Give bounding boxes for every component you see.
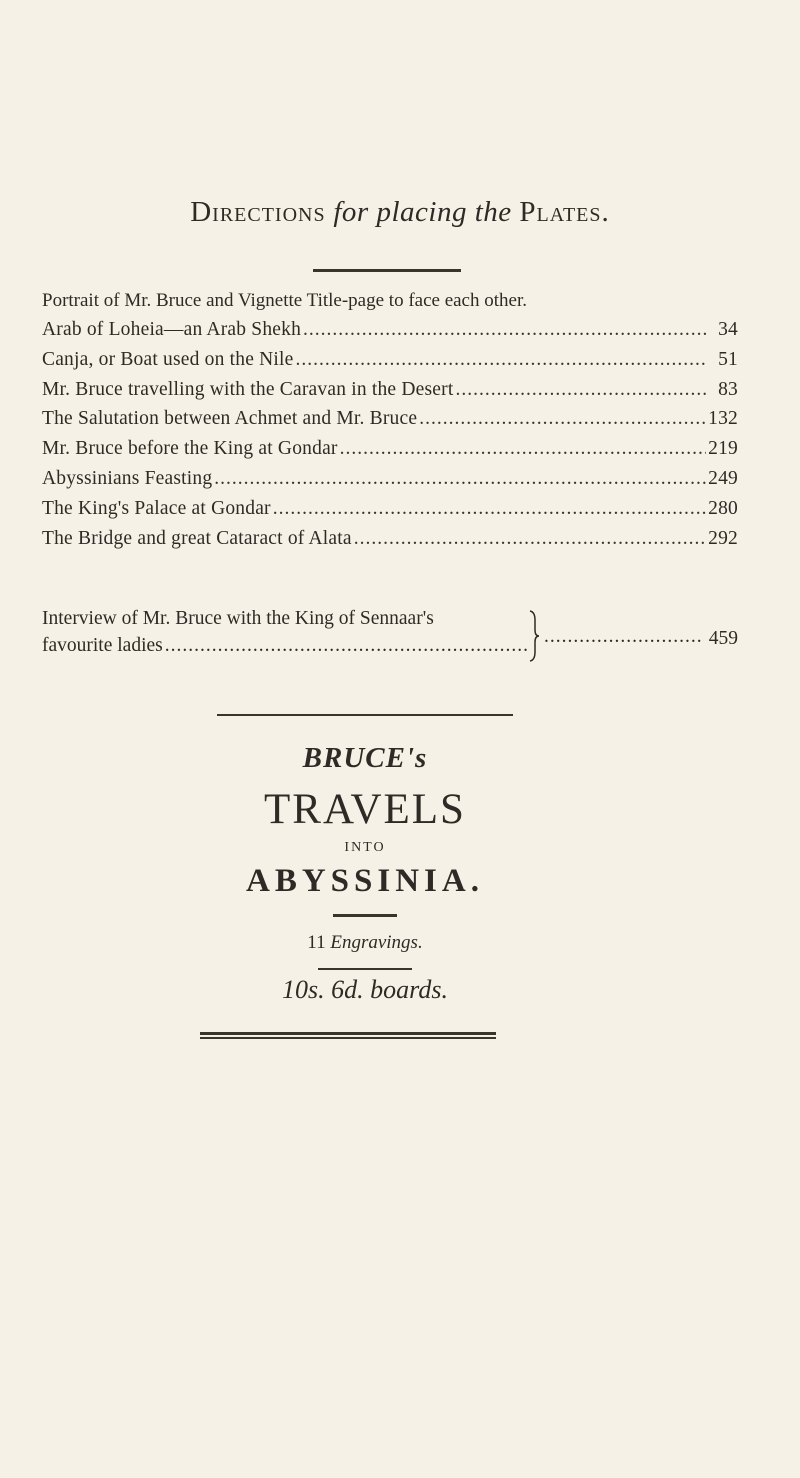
advert-place: ABYSSINIA. bbox=[246, 863, 484, 899]
dot-leader bbox=[340, 438, 706, 460]
plate-page: 34 bbox=[718, 319, 738, 340]
heading-directions: Directions bbox=[190, 196, 326, 228]
advert-bottom-rule-2 bbox=[200, 1037, 496, 1039]
plate-page: 292 bbox=[708, 527, 738, 549]
dot-leader bbox=[165, 635, 527, 657]
advert-into: INTO bbox=[344, 840, 386, 855]
plate-entry bbox=[42, 528, 738, 558]
dot-leader bbox=[303, 319, 706, 341]
advert-author: BRUCE's bbox=[302, 742, 428, 774]
advert-short-rule bbox=[333, 914, 397, 917]
plate-page: 83 bbox=[718, 378, 738, 400]
plate-entry bbox=[42, 498, 738, 528]
advert-top-rule bbox=[217, 714, 513, 716]
plate-entry bbox=[42, 379, 738, 409]
plate-title: The Salutation between Achmet and Mr. Bruce bbox=[42, 408, 418, 430]
plate-page: 249 bbox=[708, 467, 738, 489]
plate-page: 132 bbox=[708, 408, 738, 430]
page-heading bbox=[0, 196, 800, 229]
plate-title: Canja, or Boat used on the Nile bbox=[42, 348, 294, 370]
plate-entry bbox=[42, 319, 738, 349]
dot-leader bbox=[544, 626, 704, 648]
dot-leader bbox=[214, 468, 706, 490]
engravings-word: Engravings. bbox=[330, 932, 423, 953]
heading-for-placing: for placing the bbox=[325, 196, 520, 228]
plate-page: 51 bbox=[718, 348, 738, 370]
advert-price bbox=[0, 975, 730, 1005]
dot-leader bbox=[455, 379, 706, 401]
plate-page: 459 bbox=[708, 628, 738, 649]
advert-bottom-rule bbox=[200, 1032, 496, 1035]
heading-rule bbox=[313, 269, 461, 272]
dot-leader bbox=[273, 498, 706, 520]
plate-title: Abyssinians Feasting bbox=[42, 467, 213, 489]
dot-leader bbox=[296, 349, 706, 371]
plate-entry bbox=[42, 349, 738, 379]
plate-title-line2-row bbox=[42, 635, 527, 657]
dot-leader bbox=[419, 408, 706, 430]
plate-page: 280 bbox=[708, 497, 738, 519]
plate-entry bbox=[42, 438, 738, 468]
engravings-count: 11 bbox=[307, 932, 326, 953]
brace-icon bbox=[529, 610, 539, 662]
advert-title: TRAVELS bbox=[264, 786, 466, 833]
dot-leader bbox=[354, 528, 706, 550]
plate-title: The Bridge and great Cataract of Alata bbox=[42, 527, 352, 549]
plate-entry bbox=[42, 408, 738, 438]
plate-page: 219 bbox=[708, 438, 738, 460]
price-amount: 10s. 6d. bbox=[282, 975, 364, 1004]
plate-title: The King's Palace at Gondar bbox=[42, 497, 271, 519]
heading-plates: Plates. bbox=[519, 196, 610, 228]
plates-list bbox=[42, 319, 738, 557]
plate-title-line2: favourite ladies bbox=[42, 635, 163, 656]
plate-title-line1: Interview of Mr. Bruce with the King of Sennaar's bbox=[42, 608, 434, 629]
intro-note: Portrait of Mr. Bruce and Vignette Title-page to face each other. bbox=[42, 290, 527, 311]
plate-entry-multiline bbox=[42, 608, 738, 668]
plate-title: Mr. Bruce travelling with the Caravan in the Desert bbox=[42, 378, 454, 400]
plate-title: Arab of Loheia—an Arab Shekh bbox=[42, 319, 302, 340]
price-word: boards. bbox=[370, 975, 448, 1004]
plate-title: Mr. Bruce before the King at Gondar bbox=[42, 438, 338, 460]
advert-engravings bbox=[0, 932, 730, 954]
advert-mid-rule bbox=[318, 968, 412, 970]
plate-entry bbox=[42, 468, 738, 498]
